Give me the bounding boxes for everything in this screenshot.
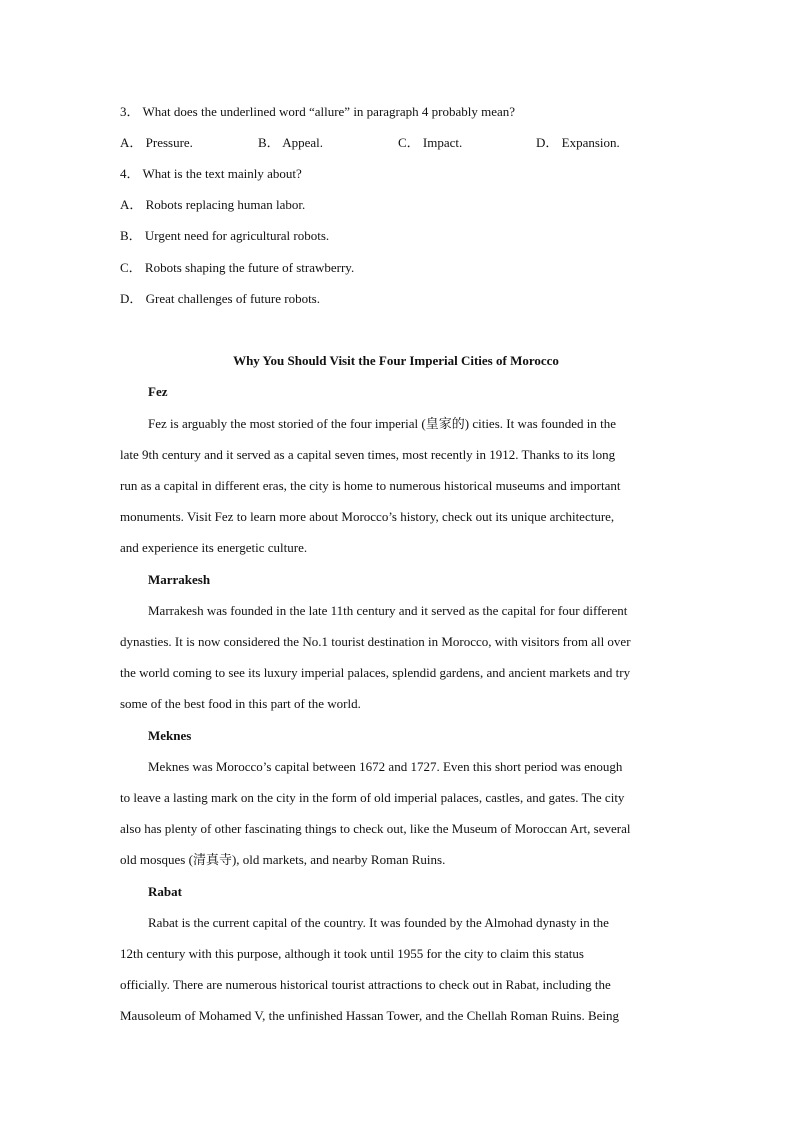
paragraph-line: the world coming to see its luxury imperial palaces, splendid gardens, and ancient markets and try — [120, 665, 631, 680]
section-heading-rabat: Rabat — [148, 884, 182, 899]
section-heading-fez: Fez — [148, 384, 168, 399]
section-heading-marrakesh: Marrakesh — [148, 572, 211, 587]
question-4-option-d: D． Great challenges of future robots. — [120, 291, 320, 306]
question-4-option-c: C． Robots shaping the future of strawberry. — [120, 260, 355, 275]
paragraph-line: Marrakesh was founded in the late 11th century and it served as the capital for four different — [148, 603, 628, 618]
question-4-option-b: B． Urgent need for agricultural robots. — [120, 228, 330, 243]
question-3-option-a: A． Pressure. — [120, 135, 193, 150]
paragraph-line: some of the best food in this part of the world. — [120, 696, 361, 711]
paragraph-line: Mausoleum of Mohamed V, the unfinished Hassan Tower, and the Chellah Roman Ruins. Being — [120, 1008, 620, 1023]
question-3-option-c: C． Impact. — [398, 135, 463, 150]
paragraph-line: and experience its energetic culture. — [120, 540, 308, 555]
question-4-stem: 4． What is the text mainly about? — [120, 166, 302, 181]
paragraph-line: monuments. Visit Fez to learn more about Morocco’s history, check out its unique architecture, — [120, 509, 615, 524]
paragraph-line: 12th century with this purpose, although it took until 1955 for the city to claim this status — [120, 946, 584, 961]
paragraph-line: run as a capital in different eras, the city is home to numerous historical museums and important — [120, 478, 621, 493]
question-3-option-b: B． Appeal. — [258, 135, 323, 150]
paragraph-line: Meknes was Morocco’s capital between 1672 and 1727. Even this short period was enough — [148, 759, 623, 774]
paragraph-line: dynasties. It is now considered the No.1 tourist destination in Morocco, with visitors from all over — [120, 634, 631, 649]
question-3-stem: 3． What does the underlined word “allure” in paragraph 4 probably mean? — [120, 104, 516, 119]
paragraph-line: also has plenty of other fascinating things to check out, like the Museum of Moroccan Art, several — [120, 821, 631, 836]
paragraph-line: to leave a lasting mark on the city in the form of old imperial palaces, castles, and gates. The city — [120, 790, 625, 805]
question-4-option-a: A． Robots replacing human labor. — [120, 197, 306, 212]
question-3-option-d: D． Expansion. — [536, 135, 620, 150]
article-title: Why You Should Visit the Four Imperial Cities of Morocco — [233, 353, 559, 368]
paragraph-line: Rabat is the current capital of the country. It was founded by the Almohad dynasty in the — [148, 915, 609, 930]
paragraph-line: old mosques (清真寺), old markets, and nearby Roman Ruins. — [120, 852, 446, 867]
section-heading-meknes: Meknes — [148, 728, 192, 743]
paragraph-line: late 9th century and it served as a capital seven times, most recently in 1912. Thanks to its long — [120, 447, 616, 462]
paragraph-line: officially. There are numerous historical tourist attractions to check out in Rabat, including the — [120, 977, 611, 992]
paragraph-line: Fez is arguably the most storied of the four imperial (皇家的) cities. It was founded in the — [148, 416, 617, 431]
